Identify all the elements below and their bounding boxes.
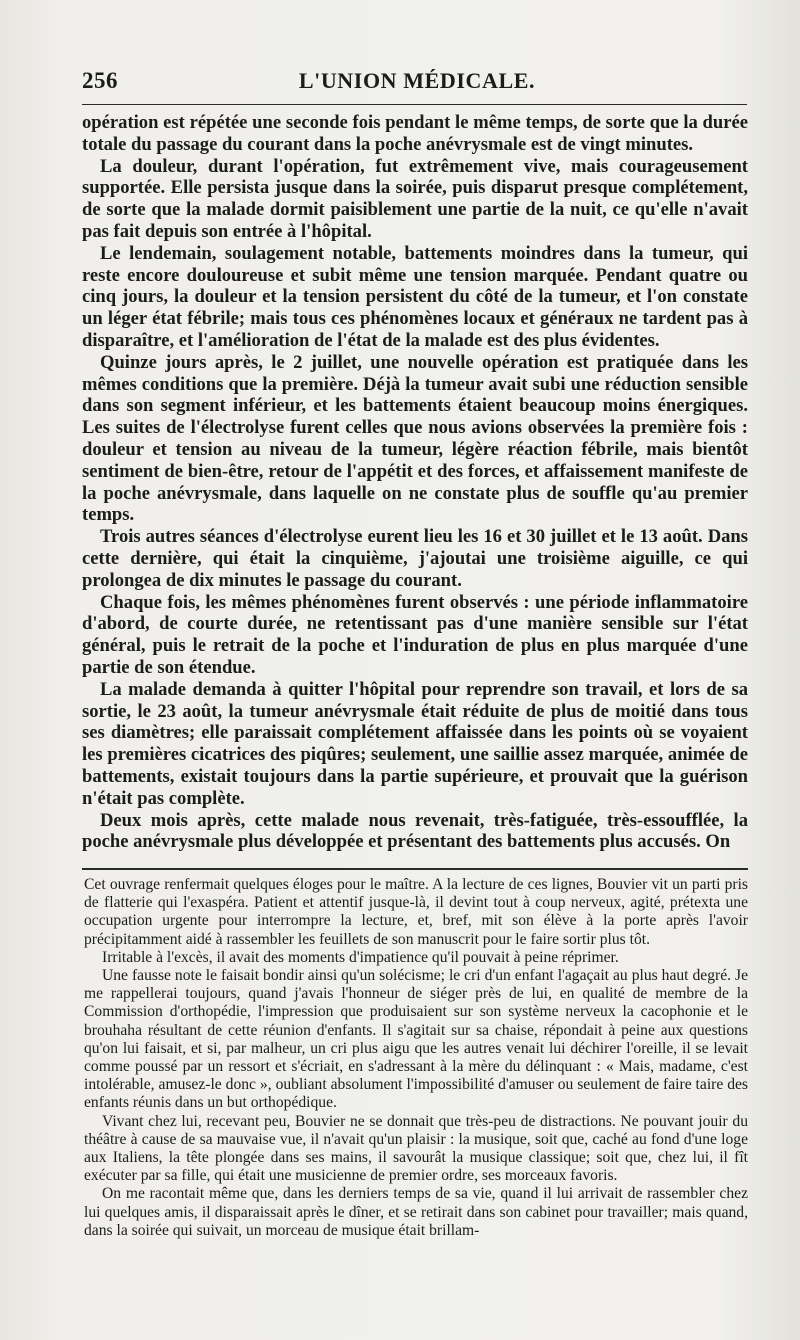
footnote-paragraph: Vivant chez lui, recevant peu, Bouvier ne se donnait que très-peu de distractions. Ne pouvant jouir du théâtre à cause de sa mauvaise vue, il n'avait qu'un plaisir : la musique, soit que, caché au fond d'une loge aux Italiens, la tête plongée dans ses mains, il savourât la musique classique; soit que, chez lui, il fît exécuter par sa fille, qui était une musicienne de premier ordre, ses morceaux favoris. (84, 1112, 748, 1185)
footnote-text (84, 876, 748, 1240)
body-paragraph: Le lendemain, soulagement notable, battements moindres dans la tumeur, qui reste encore douloureuse et subit même une tension marquée. Pendant quatre ou cinq jours, la douleur et la tension persistent du côté de la tumeur, et l'on constate un léger état fébrile; mais tous ces phénomènes locaux et généraux ne tardent pas à disparaître, et l'amélioration de l'état de la malade est des plus évidentes. (82, 242, 748, 351)
footnote-rule (82, 868, 748, 870)
footnote-paragraph: Une fausse note le faisait bondir ainsi qu'un solécisme; le cri d'un enfant l'agaçait au plus haut degré. Je me rappellerai toujours, quand j'avais l'honneur de siéger près de lui, en qualité de membre de la Commission d'orthopédie, l'impression que produisaient sur son système nerveux la cacophonie et le brouhaha résultant de cette réunion d'enfants. Il s'agitait sur sa chaise, répondait à peine aux questions qu'on lui faisait, et si, par malheur, un cri plus aigu que les autres venait lui déchirer l'oreille, il se levait comme poussé par un ressort et s'écriait, en s'adressant à la mère du délinquant : « Mais, madame, c'est intolérable, amusez-le donc », oubliant absolument l'impossibilité d'amuser ou seulement de faire taire des enfants réunis dans un but orthopédique. (84, 967, 748, 1112)
body-paragraph: La malade demanda à quitter l'hôpital pour reprendre son travail, et lors de sa sortie, le 23 août, la tumeur anévrysmale était réduite de plus de moitié dans tous ses diamètres; elle paraissait complétement affaissée dans les points où se voyaient les premières cicatrices des piqûres; seulement, une saillie assez marquée, animée de battements, existait toujours dans la partie supérieure, et prouvait que la guérison n'était pas complète. (82, 678, 748, 809)
page-number: 256 (82, 68, 118, 93)
body-paragraph: Quinze jours après, le 2 juillet, une nouvelle opération est pratiquée dans les mêmes conditions que la première. Déjà la tumeur avait subi une réduction sensible dans son segment inférieur, et les battements étaient beaucoup moins énergiques. Les suites de l'électrolyse furent celles que nous avions observées la première fois : douleur et tension au niveau de la tumeur, légère réaction fébrile, mais bientôt sentiment de bien-être, retour de l'appétit et des forces, et affaissement manifeste de la poche anévrysmale, dans laquelle on ne constate plus de souffle qu'au premier temps. (82, 351, 748, 526)
footnote-paragraph: Irritable à l'excès, il avait des moments d'impatience qu'il pouvait à peine réprimer. (102, 948, 619, 966)
body-paragraph: La douleur, durant l'opération, fut extrêmement vive, mais courageusement supportée. Elle persista jusque dans la soirée, puis disparut presque complétement, de sorte que la malade dormit paisiblement une partie de la nuit, ce qu'elle n'avait pas fait depuis son entrée à l'hôpital. (82, 155, 748, 242)
footnote-paragraph: On me racontait même que, dans les derniers temps de sa vie, quand il lui arrivait de rassembler chez lui quelques amis, il disparaissait après le dîner, et se retirait dans son cabinet pour travailler; mais quand, dans la soirée qui suivait, un morceau de musique était brillam- (84, 1185, 748, 1239)
footnote-paragraph: Cet ouvrage renfermait quelques éloges pour le maître. A la lecture de ces lignes, Bouvier vit un parti pris de flatterie qui l'exaspéra. Patient et attentif jusque-là, il devint tout à coup nerveux, agité, prétexta une occupation urgente pour interrompre la lecture, et, bref, mit son élève à la porte après l'avoir précipitamment aidé à rassembler les feuillets de son manuscrit pour le faire sortir plus tôt. (84, 876, 748, 948)
main-text (82, 112, 748, 853)
body-paragraph: Deux mois après, cette malade nous revenait, très-fatiguée, très-essoufflée, la poche anévrysmale plus développée et présentant des battements plus accusés. On (82, 809, 748, 853)
body-paragraph: Chaque fois, les mêmes phénomènes furent observés : une période inflammatoire d'abord, de courte durée, ne retentissant pas d'une manière sensible sur l'état général, puis le retrait de la poche et l'induration de plus en plus marquée d'une partie de son étendue. (82, 591, 748, 678)
page-header (82, 64, 752, 100)
body-paragraph: opération est répétée une seconde fois pendant le même temps, de sorte que la durée totale du passage du courant dans la poche anévrysmale est de vingt minutes. (82, 112, 748, 155)
running-title: L'UNION MÉDICALE. (298, 68, 536, 93)
body-paragraph: Trois autres séances d'électrolyse eurent lieu les 16 et 30 juillet et le 13 août. Dans cette dernière, qui était la cinquième, j'ajoutai une troisième aiguille, ce qui prolongea de dix minutes le passage du courant. (82, 526, 748, 591)
header-rule (82, 104, 747, 105)
